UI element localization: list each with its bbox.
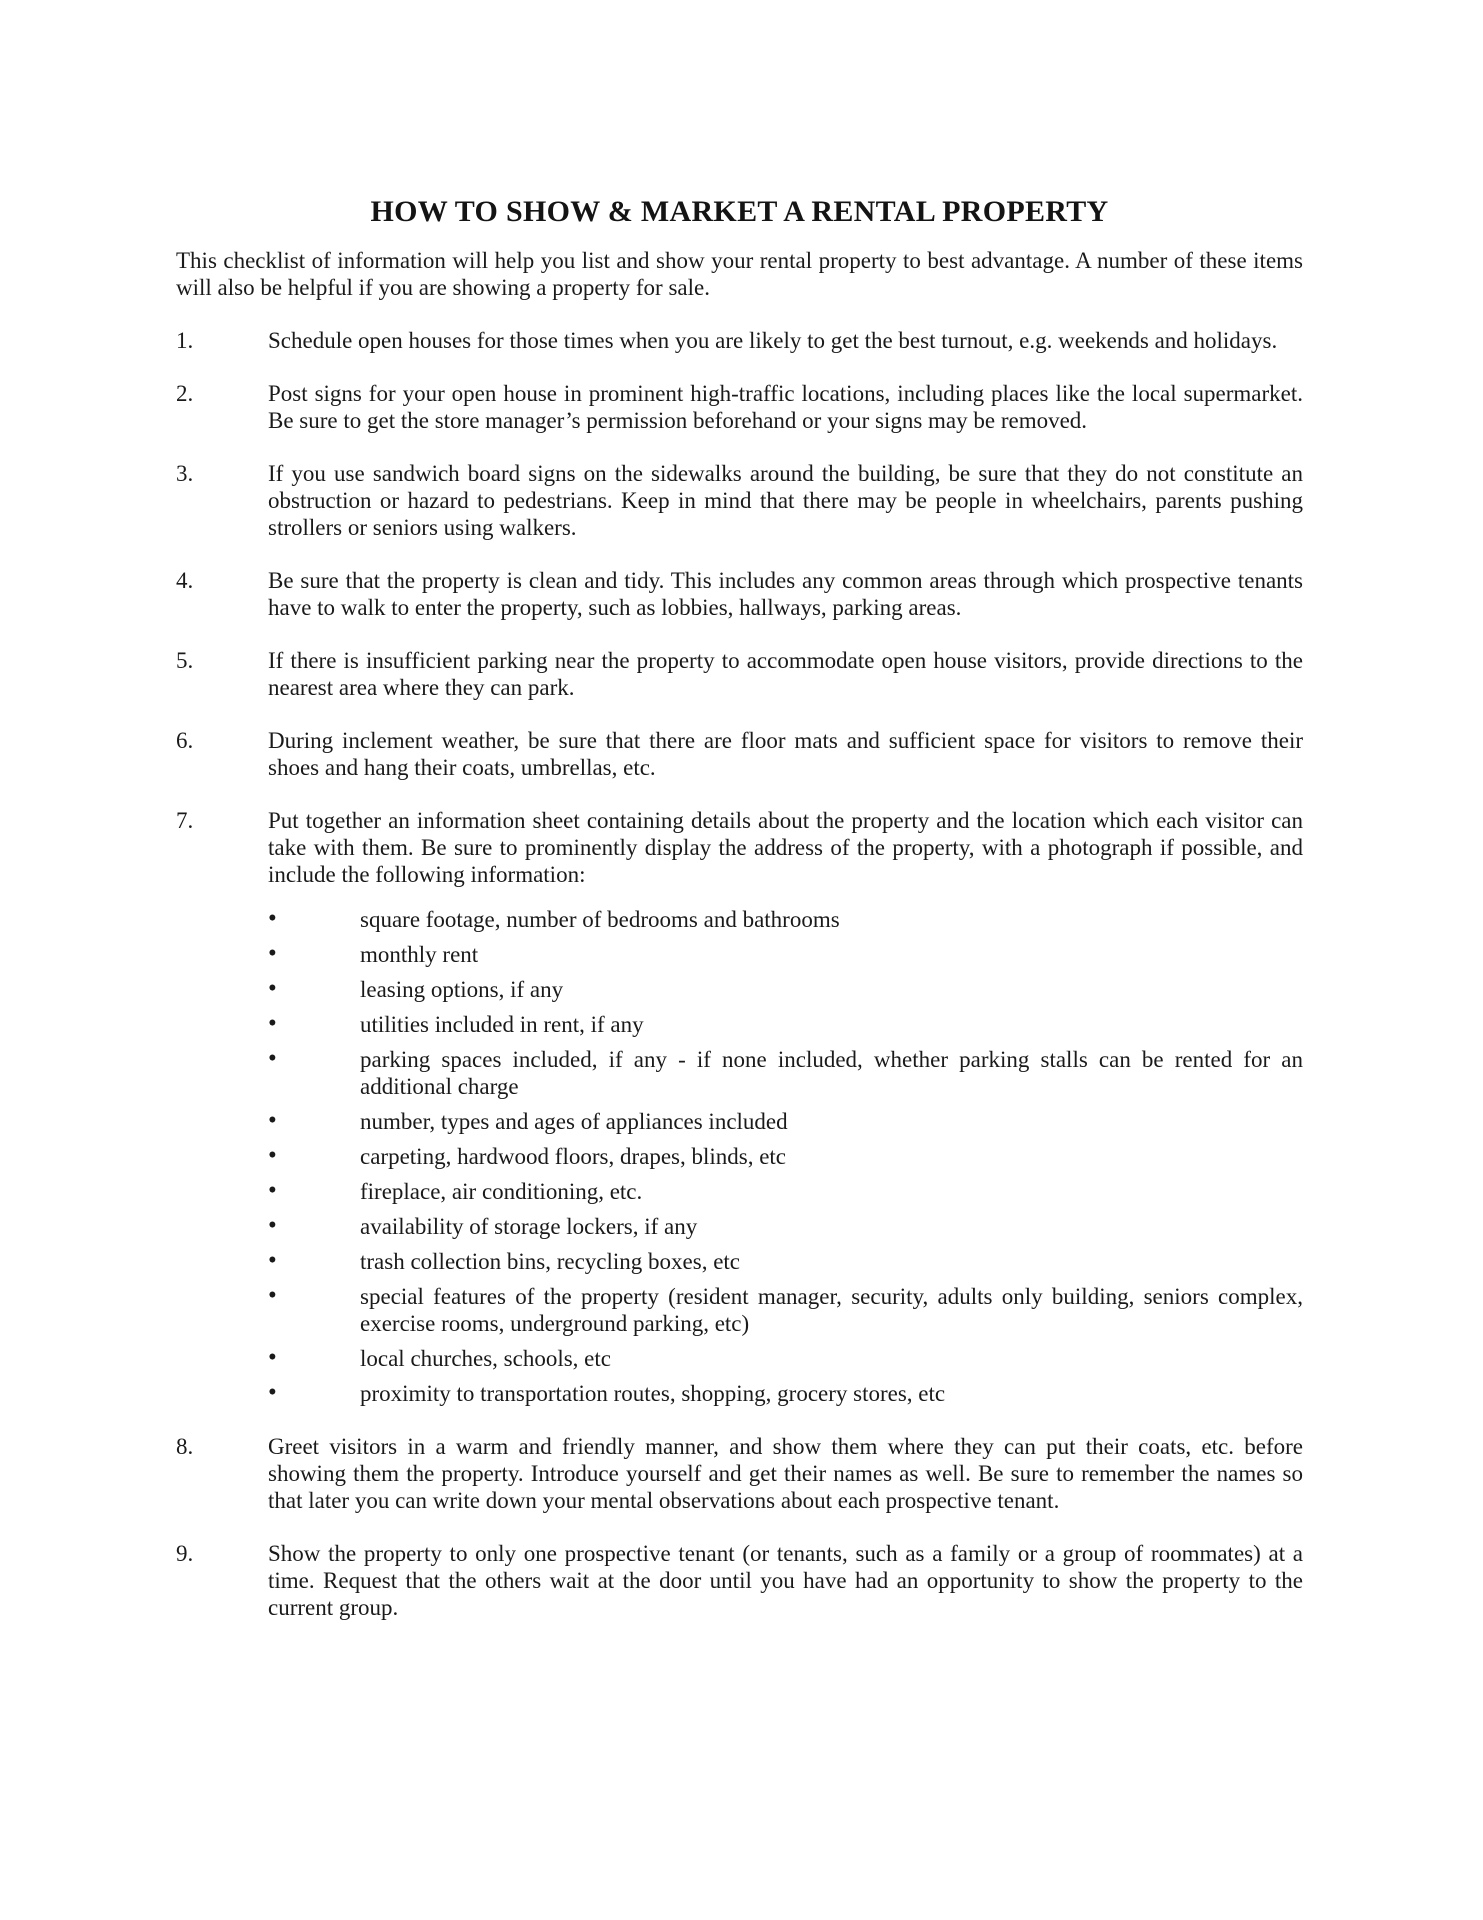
item-text: Be sure that the property is clean and tidy. This includes any common areas through which prospective tenants have to walk to enter the property, such as lobbies, hallways, parking areas. — [268, 568, 1303, 620]
bullet-text: parking spaces included, if any - if none included, whether parking stalls can be rented for an additional charge — [360, 1047, 1303, 1099]
bullet-icon: • — [268, 940, 277, 967]
bullet-text: carpeting, hardwood floors, drapes, blinds, etc — [360, 1144, 787, 1169]
item-text: If you use sandwich board signs on the sidewalks around the building, be sure that they do not constitute an obstruction or hazard to pedestrians. Keep in mind that there may be people in wheelchairs, parents pushing strollers or seniors using walkers. — [268, 461, 1303, 540]
bullet-text: special features of the property (resident manager, security, adults only building, seniors complex, exercise rooms, underground parking, etc) — [360, 1284, 1303, 1336]
list-item — [268, 1108, 1303, 1135]
list-item — [268, 906, 1303, 933]
bullet-icon: • — [268, 1344, 277, 1371]
bullet-text: proximity to transportation routes, shopping, grocery stores, etc — [360, 1381, 946, 1406]
list-item — [268, 1178, 1303, 1205]
item-number: 6. — [176, 728, 194, 753]
list-item — [268, 1011, 1303, 1038]
bullet-icon: • — [268, 1045, 277, 1072]
bullet-text: number, types and ages of appliances included — [360, 1109, 788, 1134]
bullet-text: local churches, schools, etc — [360, 1346, 611, 1371]
bullet-icon: • — [268, 1212, 277, 1239]
numbered-item-8 — [176, 1433, 1303, 1514]
item-number: 4. — [176, 568, 194, 593]
list-item — [268, 941, 1303, 968]
item-number: 5. — [176, 648, 194, 673]
list-item — [268, 1248, 1303, 1275]
bullet-icon: • — [268, 1282, 277, 1309]
bullet-icon: • — [268, 1177, 277, 1204]
list-item — [268, 1046, 1303, 1100]
numbered-item-3 — [176, 460, 1303, 541]
bullet-text: square footage, number of bedrooms and bathrooms — [360, 907, 840, 932]
bullet-icon: • — [268, 905, 277, 932]
bullet-text: leasing options, if any — [360, 977, 564, 1002]
list-item — [268, 1213, 1303, 1240]
item-text: Show the property to only one prospective tenant (or tenants, such as a family or a group of roommates) at a time. Request that the others wait at the door until you have had an opportunity to show the property to the current group. — [268, 1541, 1303, 1620]
bullet-icon: • — [268, 1107, 277, 1134]
item-number: 8. — [176, 1434, 194, 1459]
bullet-icon: • — [268, 1247, 277, 1274]
list-item — [268, 1283, 1303, 1337]
bullet-text: availability of storage lockers, if any — [360, 1214, 698, 1239]
numbered-item-7 — [176, 807, 1303, 1407]
list-item — [268, 1143, 1303, 1170]
item-text: Post signs for your open house in prominent high-traffic locations, including places like the local supermarket. Be sure to get the store manager’s permission beforehand or your signs may be removed. — [268, 381, 1303, 433]
intro-paragraph: This checklist of information will help you list and show your rental property to best advantage. A number of these items will also be helpful if you are showing a property for sale. — [176, 248, 1303, 300]
list-item — [268, 1345, 1303, 1372]
list-item — [268, 976, 1303, 1003]
bullet-text: fireplace, air conditioning, etc. — [360, 1179, 643, 1204]
numbered-item-6 — [176, 727, 1303, 781]
numbered-item-2 — [176, 380, 1303, 434]
bullet-icon: • — [268, 1379, 277, 1406]
page-title: HOW TO SHOW & MARKET A RENTAL PROPERTY — [370, 195, 1109, 228]
item-text: Put together an information sheet containing details about the property and the location which each visitor can take with them. Be sure to prominently display the address of the property, with a photograph if possible, and include the following information: — [268, 808, 1303, 887]
item-text: Greet visitors in a warm and friendly manner, and show them where they can put their coats, etc. before showing them the property. Introduce yourself and get their names as well. Be sure to remember the names so that later you can write down your mental observations about each prospective tenant. — [268, 1434, 1303, 1513]
bullet-icon: • — [268, 975, 277, 1002]
item-number: 3. — [176, 461, 194, 486]
bullet-icon: • — [268, 1142, 277, 1169]
item-number: 9. — [176, 1541, 194, 1566]
numbered-item-1 — [176, 327, 1303, 354]
list-item — [268, 1380, 1303, 1407]
document-content — [176, 0, 1303, 1621]
bullet-text: trash collection bins, recycling boxes, etc — [360, 1249, 741, 1274]
item-text: During inclement weather, be sure that there are floor mats and sufficient space for visitors to remove their shoes and hang their coats, umbrellas, etc. — [268, 728, 1303, 780]
bullet-icon: • — [268, 1010, 277, 1037]
bullet-list — [268, 906, 1303, 1407]
numbered-item-4 — [176, 567, 1303, 621]
item-number: 7. — [176, 808, 194, 833]
item-text: If there is insufficient parking near the property to accommodate open house visitors, provide directions to the nearest area where they can park. — [268, 648, 1303, 700]
item-body — [268, 807, 1303, 1407]
bullet-text: monthly rent — [360, 942, 479, 967]
item-number: 1. — [176, 328, 194, 353]
numbered-item-5 — [176, 647, 1303, 701]
bullet-text: utilities included in rent, if any — [360, 1012, 644, 1037]
numbered-item-9 — [176, 1540, 1303, 1621]
item-text: Schedule open houses for those times when you are likely to get the best turnout, e.g. weekends and holidays. — [268, 328, 1278, 353]
item-number: 2. — [176, 381, 194, 406]
